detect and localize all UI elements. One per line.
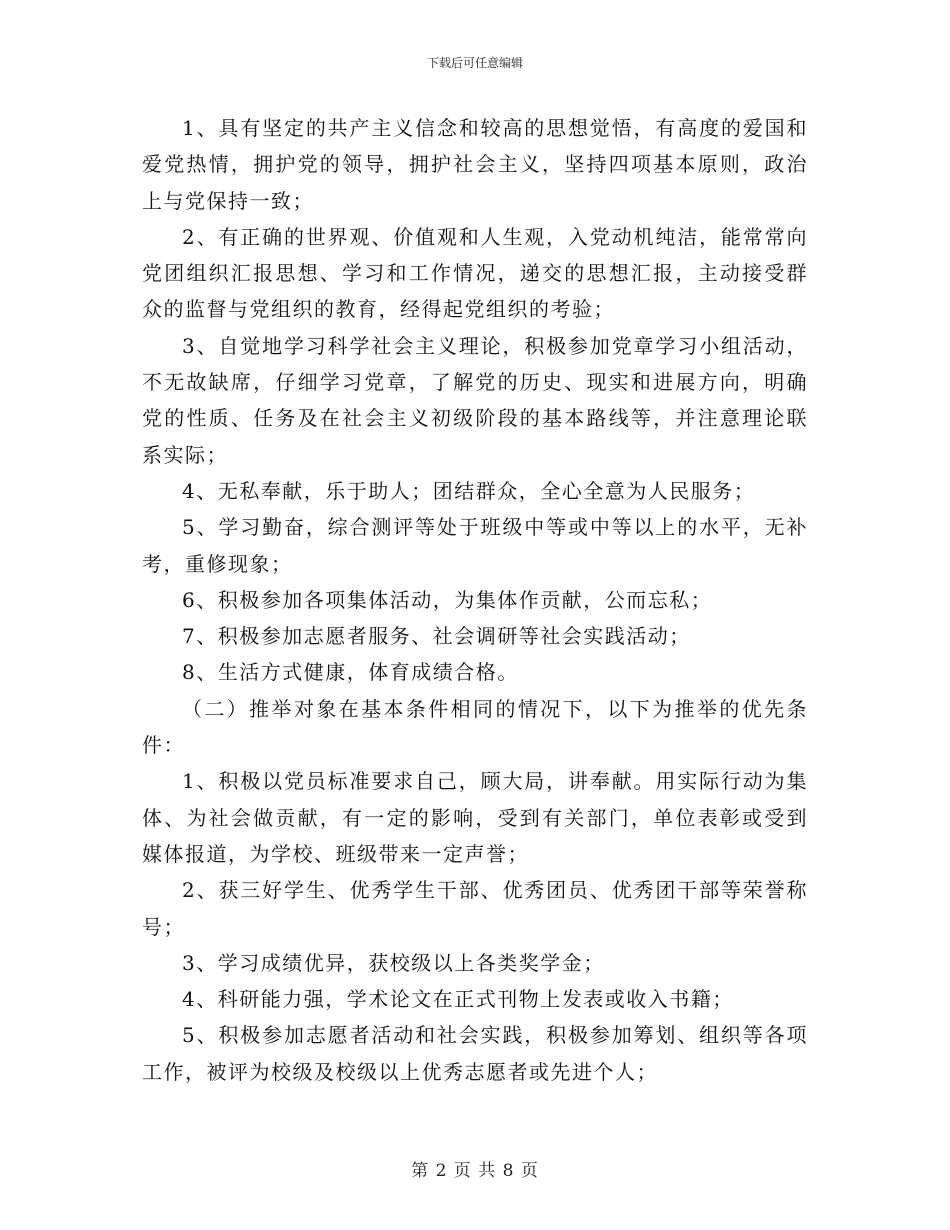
paragraph: 8、生活方式健康，体育成绩合格。 xyxy=(182,660,519,685)
paragraph: 5、学习勤奋，综合测评等处于班级中等或中等以上的水平，无补考，重修现象； xyxy=(142,515,808,576)
paragraph: 1、具有坚定的共产主义信念和较高的思想觉悟，有高度的爱国和爱党热情，拥护党的领导，拥护社会主义，坚持四项基本原则，政治上与党保持一致； xyxy=(142,116,808,213)
paragraph: 3、自觉地学习科学社会主义理论，积极参加党章学习小组活动，不无故缺席，仔细学习党章，了解党的历史、现实和进展方向，明确党的性质、任务及在社会主义初级阶段的基本路线等，并注意理论联系实际； xyxy=(142,333,808,467)
paragraph: 5、积极参加志愿者活动和社会实践，积极参加筹划、组织等各项工作，被评为校级及校级以上优秀志愿者或先进个人； xyxy=(142,1023,808,1084)
section-heading: （二）推举对象在基本条件相同的情况下，以下为推举的优先条件： xyxy=(142,696,808,758)
paragraph: 4、无私奉献，乐于助人；团结群众，全心全意为人民服务； xyxy=(182,478,756,503)
paragraph: 2、有正确的世界观、价值观和人生观，入党动机纯洁，能常常向党团组织汇报思想、学习和工作情况，递交的思想汇报，主动接受群众的监督与党组织的教育，经得起党组织的考验； xyxy=(142,224,808,322)
paragraph: 1、积极以党员标准要求自己，顾大局，讲奉献。用实际行动为集体、为社会做贡献，有一定的影响，受到有关部门，单位表彰或受到媒体报道，为学校、班级带来一定声誉； xyxy=(142,769,808,866)
paragraph: 4、科研能力强，学术论文在正式刊物上发表或收入书籍； xyxy=(182,987,734,1012)
paragraph: 7、积极参加志愿者服务、社会调研等社会实践活动； xyxy=(182,624,691,649)
paragraph: 6、积极参加各项集体活动，为集体作贡献，公而忘私； xyxy=(182,587,713,612)
page-number-footer: 第 2 页 共 8 页 xyxy=(411,1161,539,1181)
document-body xyxy=(142,110,808,1090)
page-header: 下载后可任意编辑 xyxy=(426,56,523,70)
paragraph: 3、学习成绩优异，获校级以上各类奖学金； xyxy=(182,950,605,975)
paragraph: 2、获三好学生、优秀学生干部、优秀团员、优秀团干部等荣誉称号； xyxy=(142,878,808,939)
